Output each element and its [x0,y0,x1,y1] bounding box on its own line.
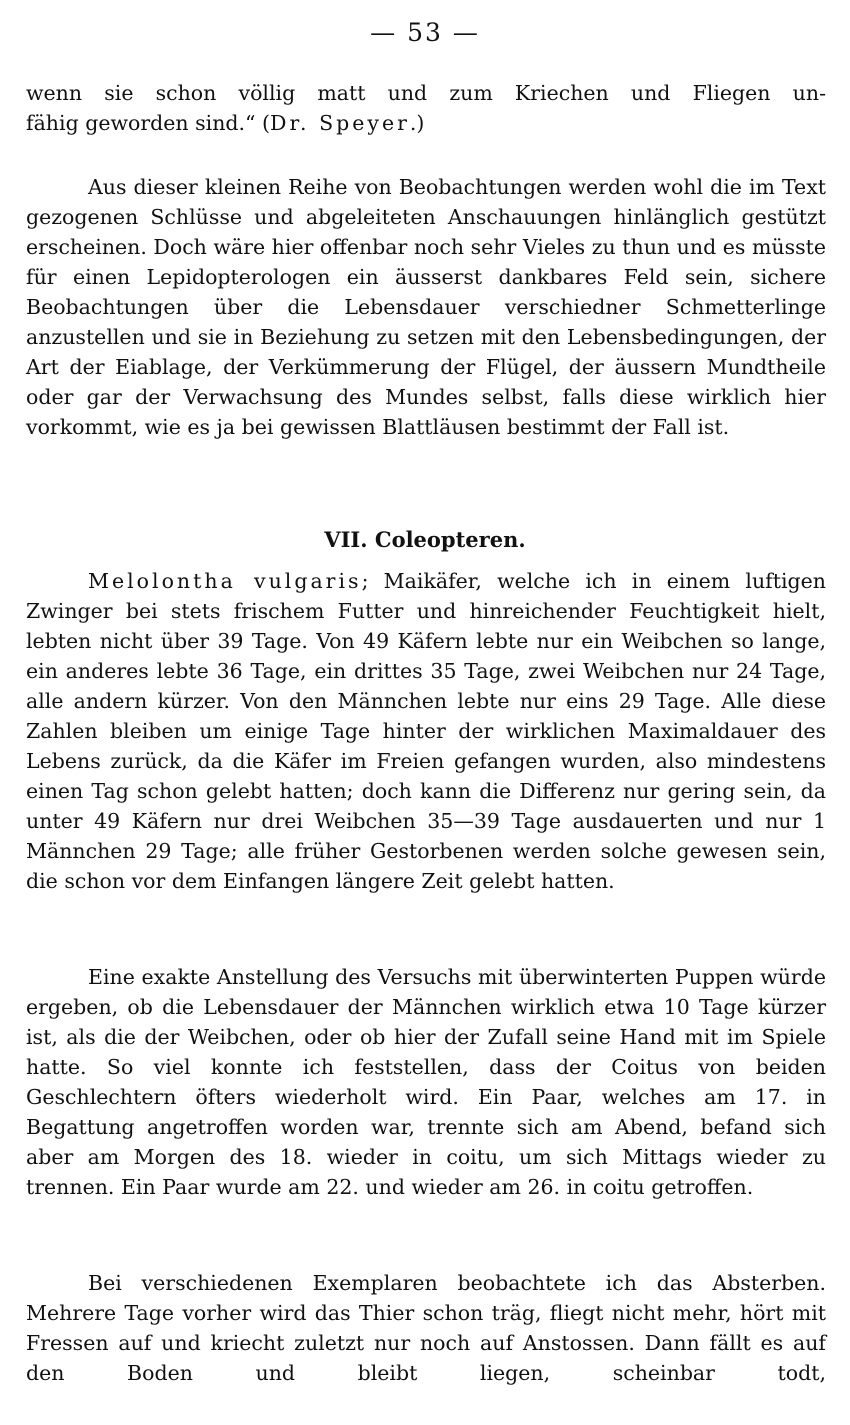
paragraph-melolontha-body: ; Maikäfer, welche ich in einem luftigen Zwinger bei stets frischem Futter und hinreichender Feuchtigkeit hielt, lebten nicht über 39 Tage. Von 49 Käfern lebte nur ein Weibchen so lange, ein anderes lebte 36 Tage, ein drittes 35 Tage, zwei Weibchen nur 24 Tage, alle andern kürzer. Von den Männchen lebte nur eins 29 Tage. Alle diese Zahlen bleiben um einige Tage hinter der wirklichen Maximaldauer des Lebens zurück, da die Käfer im Freien gefangen wurden, also mindestens einen Tag schon gelebt hatten; doch kann die Differenz nur gering sein, da unter 49 Käfern nur drei Weibchen 35—39 Tage ausdauerten und nur 1 Männchen 29 Tage; alle früher Gestorbenen werden solche gewesen sein, die schon vor dem Einfangen längere Zeit gelebt hatten. [26,569,826,893]
species-name: Melolontha vulgaris [88,569,362,593]
intro-line-2 [26,108,826,138]
intro-line-2-end: .) [409,111,425,135]
paragraph-observations-text: Aus dieser kleinen Reihe von Beobachtungen werden wohl die im Text gezogenen Schlüsse und abgeleiteten Anschauungen hinlänglich gestützt erscheinen. Doch wäre hier offenbar noch sehr Vieles zu thun und es müsste für einen Lepidopterologen ein äusserst dankbares Feld sein, sichere Beobachtungen über die Lebensdauer verschiedner Schmetterlinge anzustellen und sie in Beziehung zu setzen mit den Lebensbedingungen, der Art der Eiablage, der Verkümmerung der Flügel, der äussern Mundtheile oder gar der Verwachsung des Mundes selbst, falls diese wirklich hier vorkommt, wie es ja bei gewissen Blattläusen bestimmt der Fall ist. [26,175,826,439]
paragraph-experiment-text: Eine exakte Anstellung des Versuchs mit überwinterten Puppen würde ergeben, ob die Lebensdauer der Männchen wirklich etwa 10 Tage kürzer ist, als die der Weibchen, oder ob hier der Zufall seine Hand mit im Spiele hatte. So viel konnte ich feststellen, dass der Coitus von beiden Geschlechtern öfters wiederholt wird. Ein Paar, welches am 17. in Begattung angetroffen worden war, trennte sich am Abend, befand sich aber am Morgen des 18. wieder in coitu, um sich Mittags wieder zu trennen. Ein Paar wurde am 22. und wieder am 26. in coitu getroffen. [26,965,826,1199]
author-name: Dr. Speyer [270,111,410,135]
paragraph-death [26,1268,826,1388]
paragraph-death-text: Bei verschiedenen Exemplaren beobachtete ich das Absterben. Mehrere Tage vorher wird das Thier schon träg, fliegt nicht mehr, hört mit Fressen auf und kriecht zuletzt nur noch auf Anstossen. Dann fällt es auf den Boden und bleibt liegen, scheinbar todt, [26,1271,826,1385]
intro-paragraph [26,78,826,138]
section-heading: VII. Coleopteren. [324,527,526,552]
intro-line-2-start: fähig geworden sind.“ ( [26,111,271,135]
intro-line-1: wenn sie schon völlig matt und zum Kriechen und Fliegen un- [26,81,826,105]
paragraph-experiment [26,962,826,1202]
paragraph-melolontha [26,566,826,896]
paragraph-melolontha-text [26,566,826,896]
page-number: — 53 — [370,18,480,47]
paragraph-observations [26,172,826,442]
